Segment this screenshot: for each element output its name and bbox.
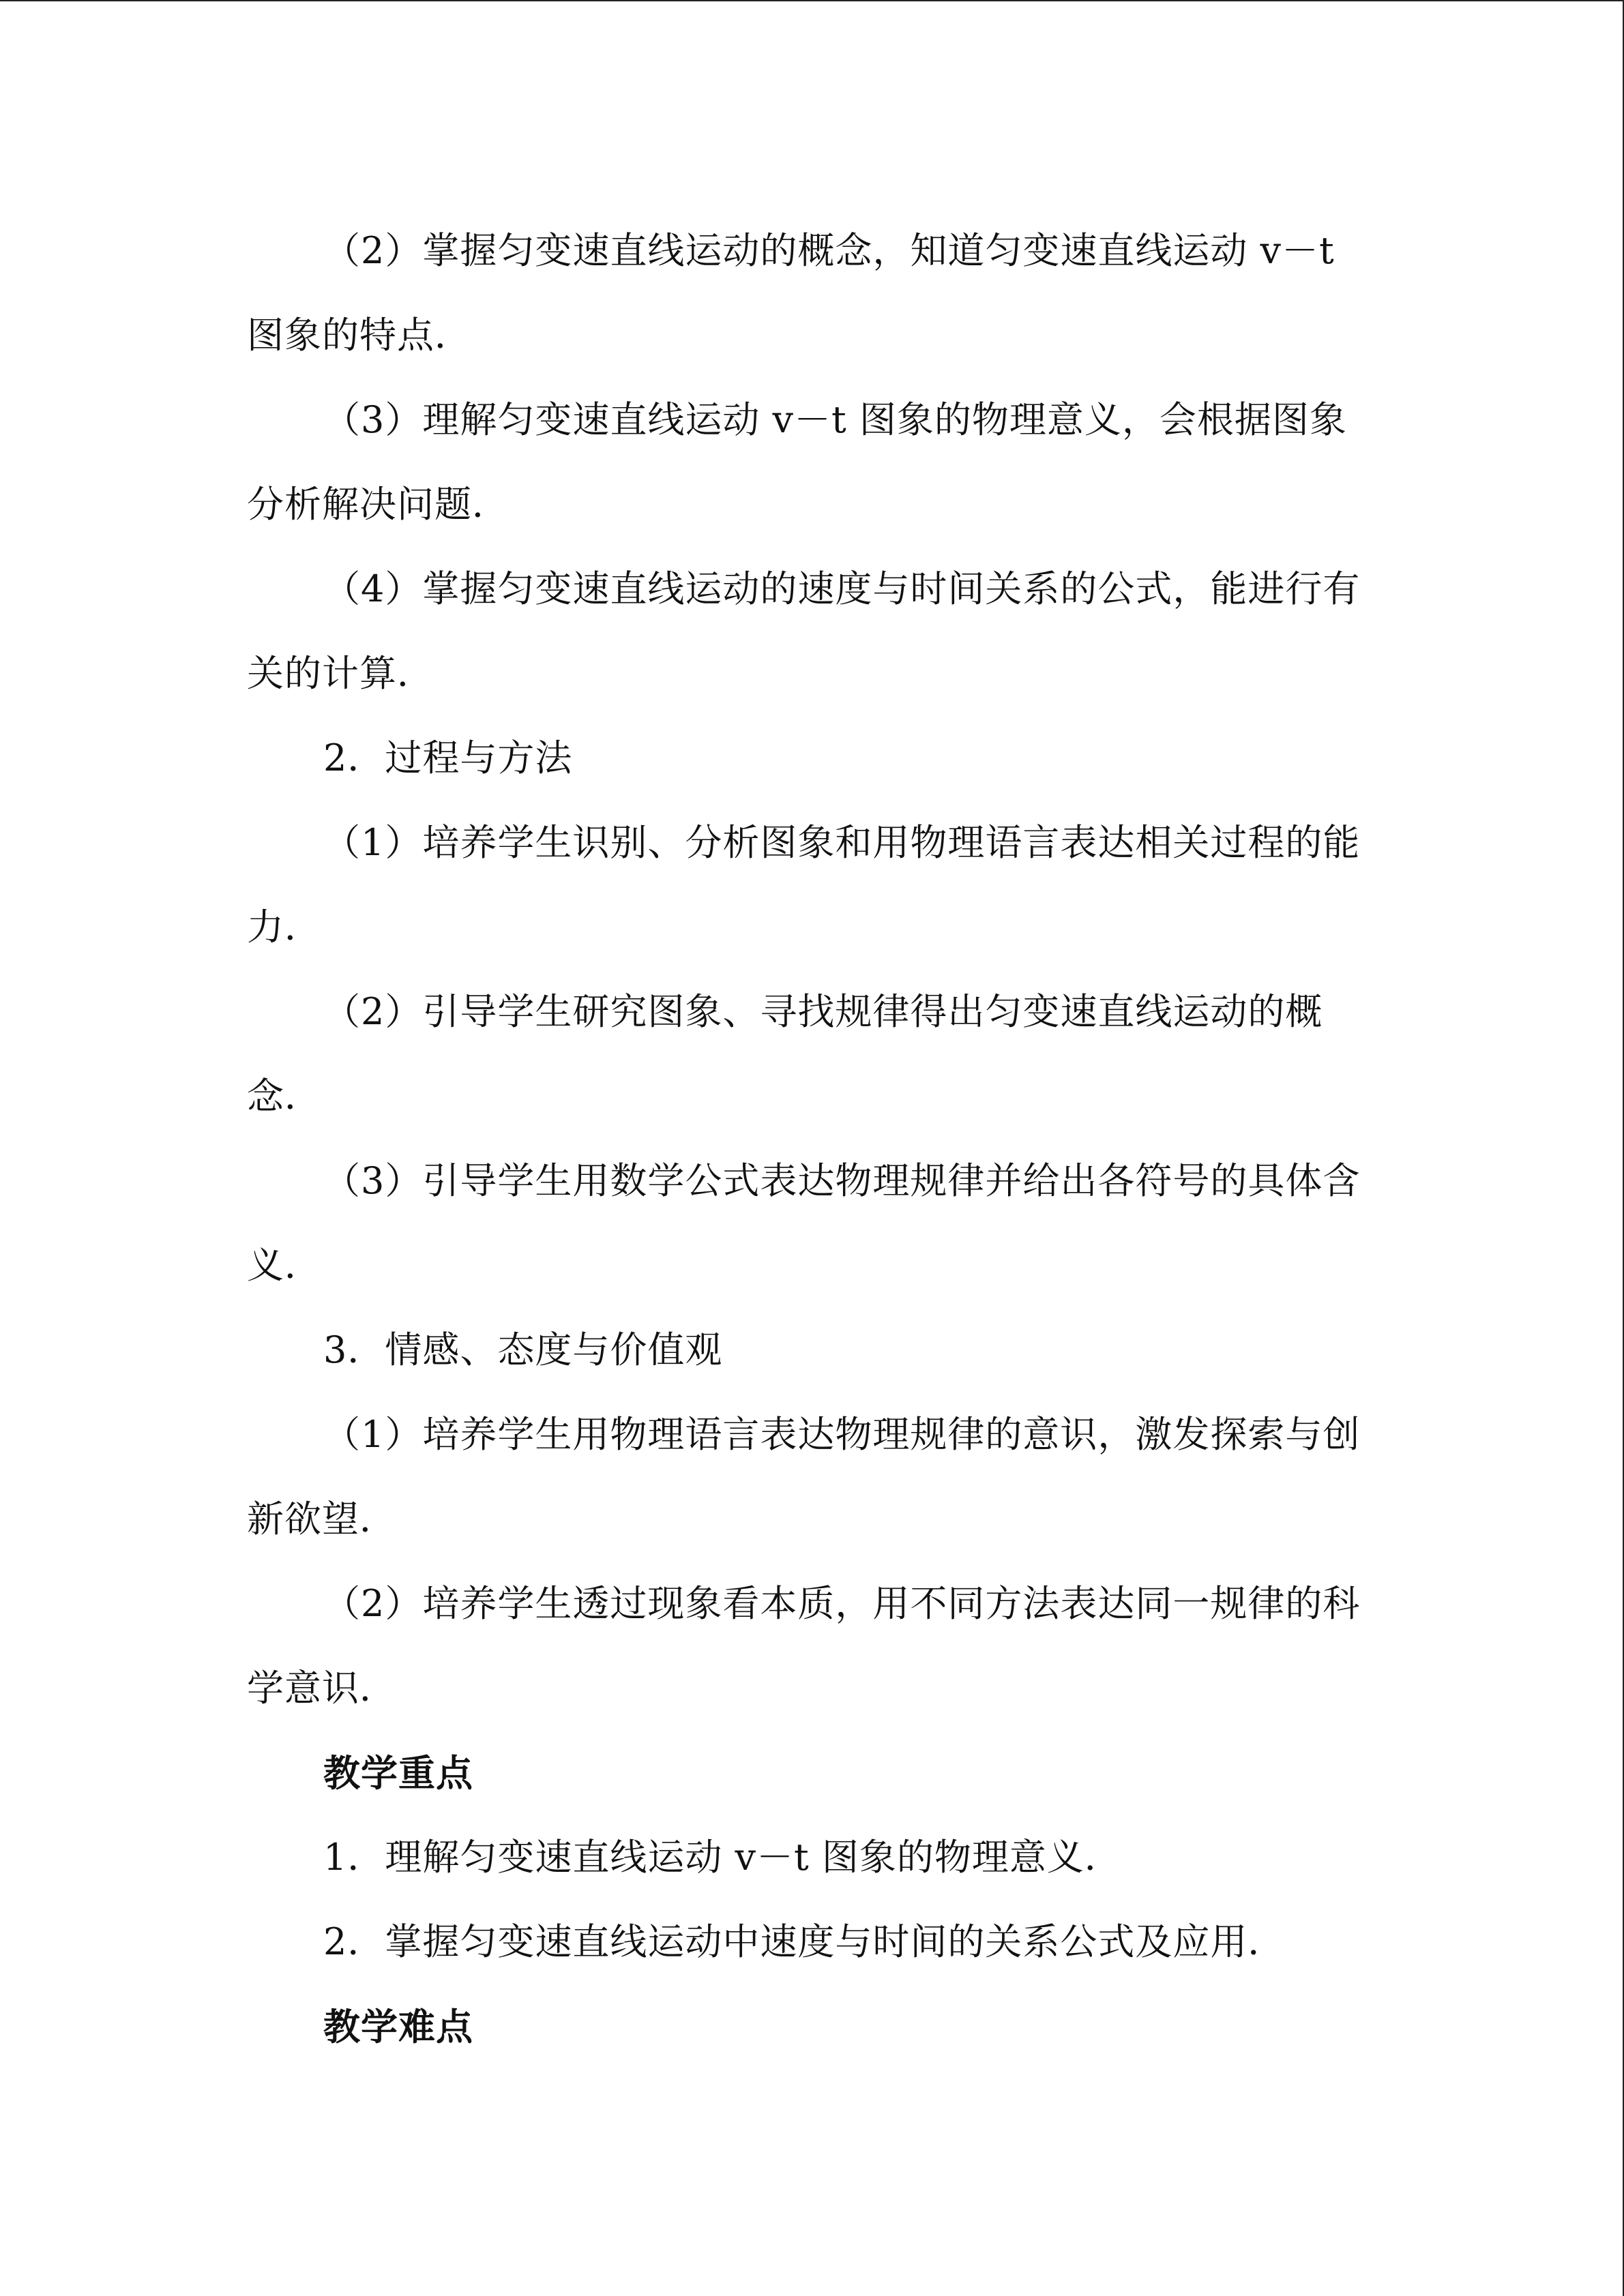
emotion-2-line-2: 学意识． [247, 1667, 397, 1710]
process-3-line-1: （3）引导学生用数学公式表达物理规律并给出各符号的具体含 [323, 1159, 1361, 1202]
emotion-2-line-1: （2）培养学生透过现象看本质，用不同方法表达同一规律的科 [323, 1582, 1361, 1625]
objective-3-line-1: （3）理解匀变速直线运动 v－t 图象的物理意义，会根据图象 [323, 398, 1347, 441]
process-2-line-1: （2）引导学生研究图象、寻找规律得出匀变速直线运动的概 [323, 990, 1323, 1033]
process-2-line-2: 念． [247, 1075, 322, 1118]
emotion-1-line-1: （1）培养学生用物理语言表达物理规律的意识，激发探索与创 [323, 1413, 1361, 1456]
objective-2-line-1: （2）掌握匀变速直线运动的概念，知道匀变速直线运动 v－t [323, 229, 1335, 272]
process-1-line-1: （1）培养学生识别、分析图象和用物理语言表达相关过程的能 [323, 821, 1361, 864]
process-1-line-2: 力． [247, 906, 322, 949]
emotion-1-line-2: 新欲望． [247, 1497, 397, 1540]
objective-4-line-1: （4）掌握匀变速直线运动的速度与时间关系的公式，能进行有 [323, 567, 1361, 610]
objective-4-line-2: 关的计算． [247, 652, 434, 695]
process-3-line-2: 义． [247, 1244, 322, 1287]
key-point-1: 1．理解匀变速直线运动 v－t 图象的物理意义． [323, 1836, 1122, 1879]
document-body [247, 209, 1379, 2069]
objective-3-line-2: 分析解决问题． [247, 483, 510, 526]
section-process-method: 2．过程与方法 [323, 736, 573, 779]
section-emotion-values: 3．情感、态度与价值观 [323, 1328, 723, 1371]
heading-key-points: 教学重点 [323, 1751, 473, 1795]
key-point-2: 2．掌握匀变速直线运动中速度与时间的关系公式及应用． [323, 1920, 1286, 1963]
heading-difficult-points: 教学难点 [323, 2005, 473, 2048]
objective-2-line-2: 图象的特点． [247, 314, 472, 357]
